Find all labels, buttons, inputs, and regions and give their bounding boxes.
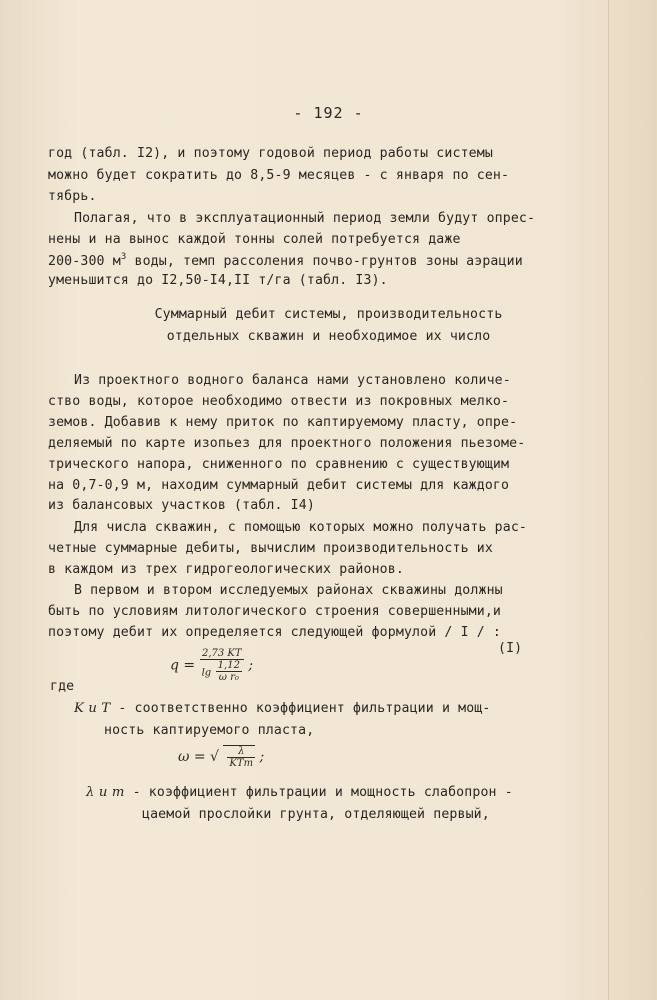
definition-symbols: λ и m [86, 785, 125, 800]
formula-number: (I) [498, 641, 523, 656]
formula-tail: ; [248, 657, 254, 674]
text-line: год (табл. I2), и поэтому годовой период работы системы [48, 146, 493, 161]
text-line: ство воды, которое необходимо отвести из покровных мелко- [48, 394, 510, 409]
formula-fraction [200, 648, 244, 683]
where-label: где [50, 679, 75, 694]
text-line: нены и на вынос каждой тонны солей потребуется даже [48, 232, 461, 247]
formula-numerator: λ [227, 746, 255, 758]
section-heading-line: отдельных скважин и необходимое их число [166, 329, 491, 344]
section-heading-line: Суммарный дебит системы, производительность [154, 307, 503, 322]
formula-fraction [223, 745, 255, 769]
text-line: на 0,7-0,9 м, находим суммарный дебит системы для каждого [48, 478, 510, 493]
formula-log: lg [201, 667, 212, 679]
text-line: Для числа скважин, с помощью которых можно получать рас- [74, 520, 528, 535]
superscript: 3 [120, 252, 127, 262]
page-fold-shadow [608, 0, 609, 1000]
formula-denominator: KTm [229, 758, 254, 769]
text-line: быть по условиям литологического строения совершенными,и [48, 604, 502, 619]
text-line: можно будет сократить до 8,5-9 месяцев - с января по сен- [48, 168, 510, 183]
text-line: в каждом из трех гидрогеологических районов. [48, 562, 404, 577]
text-line: В первом и втором исследуемых районах скважины должны [74, 583, 503, 598]
text-line-with-unit [48, 252, 523, 269]
text-line: уменьшится до I2,50-I4,II т/га (табл. I3). [48, 273, 388, 288]
definition-line: цаемой прослойки грунта, отделяющей первый, [142, 807, 490, 822]
text-line: Полагая, что в эксплуатационный период земли будут опрес- [74, 211, 536, 226]
text-line: деляемый по карте изопьез для проектного положения пьезоме- [48, 436, 526, 451]
text-line: земов. Добавив к нему приток по каптируемому пласту, опре- [48, 415, 518, 430]
formula-discharge [170, 648, 253, 683]
definition-symbols: K и T [74, 701, 111, 716]
definition-line [74, 701, 491, 716]
text-line: Из проектного водного баланса нами установлено количе- [74, 373, 511, 388]
formula-inner-numerator: 1,12 [217, 660, 240, 671]
formula-lhs: q = [170, 657, 196, 674]
formula-lhs: ω = √ [178, 749, 219, 765]
text-line: четные суммарные дебиты, вычислим производительность их [48, 541, 493, 556]
text-line: поэтому дебит их определяется следующей формулой / I / : [48, 625, 502, 640]
text-line: тябрь. [48, 189, 97, 204]
text-fragment: 200-300 м [48, 254, 121, 269]
formula-omega [178, 745, 264, 769]
definition-text: - соответственно коэффициент фильтрации и мощ- [110, 701, 491, 716]
formula-numerator: 2,73 KT [200, 648, 244, 660]
definition-text: - коэффициент фильтрации и мощность слабопрон - [124, 785, 513, 800]
formula-inner-fraction [216, 660, 242, 683]
definition-line [86, 785, 513, 800]
formula-denominator [200, 660, 244, 683]
page-number: - 192 - [293, 104, 364, 122]
text-fragment: воды, темп рассоления почво-грунтов зоны аэрации [126, 254, 523, 269]
text-line: из балансовых участков (табл. I4) [48, 498, 315, 513]
formula-inner-denominator: ω r₀ [218, 672, 239, 683]
definition-line: ность каптируемого пласта, [104, 723, 315, 738]
text-line: трического напора, сниженного по сравнению с существующим [48, 457, 510, 472]
formula-tail: ; [259, 749, 265, 765]
